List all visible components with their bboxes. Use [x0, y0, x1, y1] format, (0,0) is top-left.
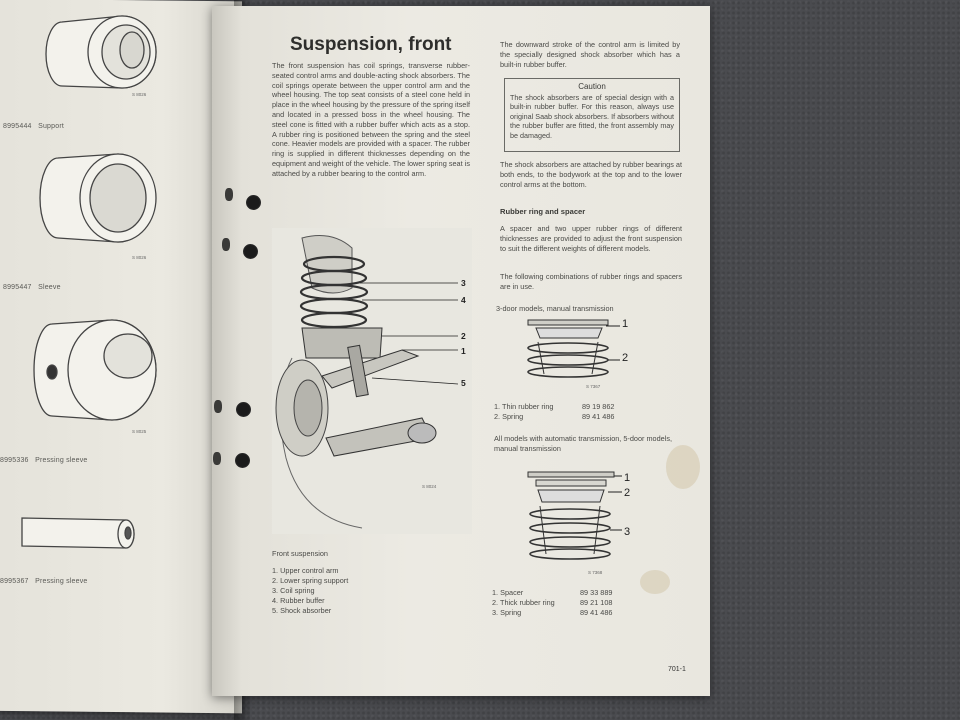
part-row: 2. Thick rubber ring 89 21 108	[492, 598, 613, 607]
binder-hole	[222, 238, 230, 251]
legend-item: 3. Coil spring	[272, 586, 315, 595]
model2-parts	[492, 588, 662, 618]
model1-parts	[494, 402, 664, 422]
figure-code: S 8024	[422, 484, 437, 489]
absorbers-paragraph: The shock absorbers are attached by rubber bearings at both ends, to the bodywork at the top and to the lower control arms at the bottom.	[500, 160, 682, 189]
tool-caption: 8995444 Support	[3, 123, 65, 130]
tool-drawings	[0, 0, 240, 720]
caution-box	[504, 78, 680, 152]
legend-item: 4. Rubber buffer	[272, 596, 325, 605]
legend-item: 2. Lower spring support	[272, 576, 349, 585]
binder-hole	[243, 244, 258, 259]
pressing-sleeve-small-drawing	[22, 518, 134, 548]
diagram-code: S 7367	[586, 384, 601, 389]
binder-hole	[214, 400, 222, 413]
binder-hole	[246, 195, 261, 210]
model1-heading: 3-door models, manual transmission	[496, 304, 614, 313]
legend-item: 5. Shock absorber	[272, 606, 332, 615]
part-row: 1. Thin rubber ring 89 19 862	[494, 402, 615, 411]
diagram-code: S 7368	[588, 570, 603, 575]
diagram-callout: 2	[622, 352, 629, 364]
caution-title: Caution	[578, 82, 606, 91]
pressing-sleeve-drawing	[34, 320, 156, 420]
tool-code: S 8026	[132, 255, 147, 260]
figure-callout: 2	[461, 331, 466, 341]
legend-item: 1. Upper control arm	[272, 566, 339, 575]
figure-callout: 4	[461, 295, 466, 305]
figure-callout: 1	[461, 346, 466, 356]
tool-caption: 8995447 Sleeve	[3, 284, 61, 291]
part-row: 3. Spring 89 41 486	[492, 608, 613, 617]
figure-callout: 5	[461, 378, 466, 388]
part-row: 1. Spacer 89 33 889	[492, 588, 613, 597]
tool-code: S 8025	[132, 429, 147, 434]
diagram-callout: 1	[624, 472, 631, 484]
binder-hole	[236, 402, 251, 417]
binder-hole	[213, 452, 221, 465]
figure-caption: Front suspension	[272, 549, 328, 558]
diagram-callout: 2	[624, 487, 631, 499]
caution-text: The shock absorbers are of special design with a built-in rubber buffer. For this reason, always use original Saab shock absorbers. If absorbers without the rubber buffer are fitted, the front assembly may be damaged.	[510, 93, 674, 140]
part-row: 2. Spring 89 41 486	[494, 412, 615, 421]
figure-legend	[272, 566, 348, 616]
sleeve-tool-drawing	[40, 154, 156, 242]
front-suspension-figure	[272, 228, 472, 534]
support-tool-drawing	[46, 16, 156, 88]
intro-paragraph: The front suspension has coil springs, transverse rubber-seated control arms and double-acting shock absorbers. The coil springs operate between the upper control arm and the wheel housing. The top seat consists of a steel cone held in place in the wheel housing by the pressure of the spring itself and located in a pressed boss in the wheel housing. The steel cone is fitted with a rubber buffer which acts as a stop. A rubber ring is positioned between the spring and the steel cone. Heavier models are provided with a spacer. The rubber ring is supplied in different thicknesses depending on the equipment and weight of the vehicle. The lower spring seat is attached by a rubber bearing to the control arm.	[272, 61, 470, 178]
downstroke-paragraph: The downward stroke of the control arm is limited by the specially designed shock absorber which has a built-in rubber buffer.	[500, 40, 680, 69]
rubber-ring-heading: Rubber ring and spacer	[500, 207, 586, 216]
diagram-callout: 3	[624, 526, 631, 538]
binder-hole	[235, 453, 250, 468]
figure-callout: 3	[461, 278, 466, 288]
tool-code: S 8026	[132, 92, 147, 97]
model2-heading: All models with automatic transmission, 5-door models, manual transmission	[494, 434, 673, 453]
tool-caption: 8995367 Pressing sleeve	[0, 578, 88, 585]
page-number: 701-1	[668, 666, 686, 673]
tool-caption: 8995336 Pressing sleeve	[0, 457, 88, 464]
spring-diagram-2	[522, 468, 652, 578]
binder-hole	[225, 188, 233, 201]
diagram-callout: 1	[622, 318, 629, 330]
combinations-paragraph: The following combinations of rubber rings and spacers are in use.	[500, 272, 682, 291]
rubber-ring-paragraph: A spacer and two upper rubber rings of different thicknesses are provided to adjust the front suspension to suit the different weights of different models.	[500, 224, 682, 253]
page-title: Suspension, front	[290, 34, 452, 55]
